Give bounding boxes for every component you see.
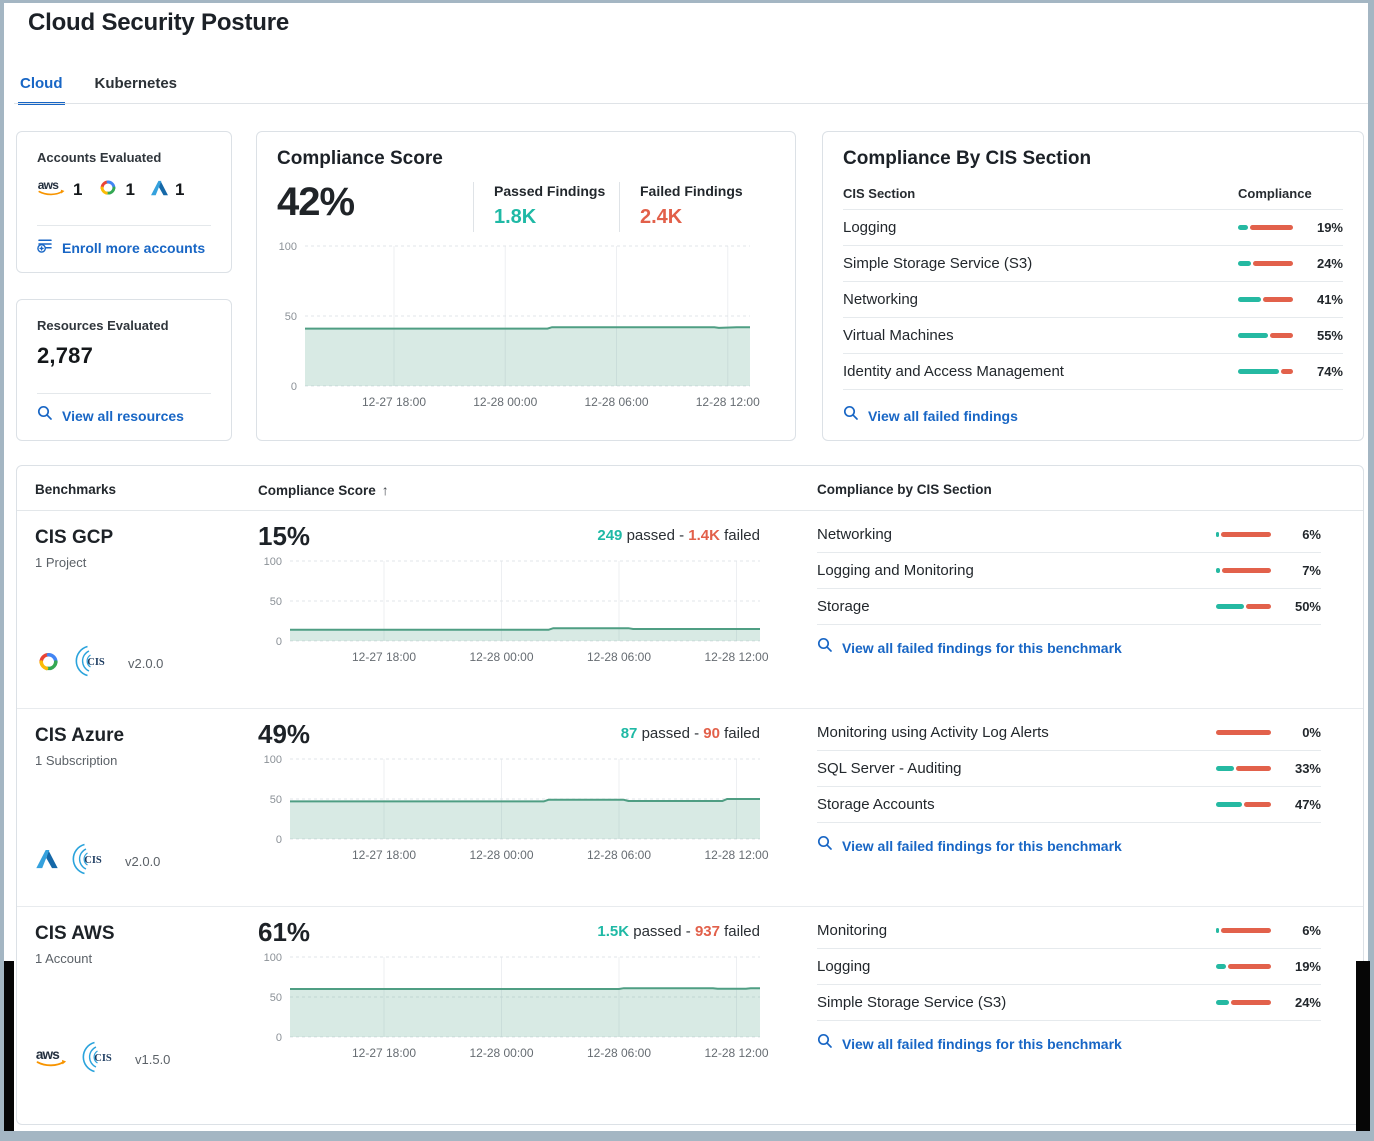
azure-count: 1 bbox=[174, 180, 185, 199]
svg-text:CIS: CIS bbox=[84, 855, 102, 866]
view-failed-findings-benchmark-label: View all failed findings for this benchmark bbox=[842, 639, 1122, 656]
compliance-percent: 19% bbox=[1294, 959, 1321, 974]
accounts-evaluated-card bbox=[16, 131, 232, 273]
view-failed-findings-benchmark-label: View all failed findings for this benchmark bbox=[842, 837, 1122, 854]
benchmark-scope: 1 Subscription bbox=[35, 753, 118, 768]
svg-text:12-27 18:00: 12-27 18:00 bbox=[351, 650, 417, 664]
cis-section-label: Networking bbox=[817, 526, 893, 543]
resources-evaluated-title: Resources Evaluated bbox=[37, 318, 169, 333]
aws-icon bbox=[37, 178, 67, 202]
enroll-more-accounts-label: Enroll more accounts bbox=[62, 239, 206, 256]
cis-section-label: Monitoring using Activity Log Alerts bbox=[817, 724, 1049, 741]
compliance-column-header: Compliance bbox=[1238, 186, 1312, 201]
cis-logo-icon bbox=[81, 1039, 117, 1080]
compliance-score-title: Compliance Score bbox=[277, 148, 443, 169]
compliance-bar bbox=[1216, 730, 1271, 735]
svg-text:100: 100 bbox=[278, 241, 297, 253]
passed-count: 87 bbox=[620, 725, 638, 742]
svg-text:12-28 06:00: 12-28 06:00 bbox=[584, 395, 649, 409]
tab-bar bbox=[18, 73, 179, 105]
cis-section-row bbox=[843, 318, 1343, 354]
svg-text:12-28 06:00: 12-28 06:00 bbox=[586, 650, 652, 664]
benchmark-row-cis-azure bbox=[17, 709, 1363, 907]
compliance-by-cis-section-column-header: Compliance by CIS Section bbox=[817, 482, 992, 497]
view-failed-findings-benchmark-link[interactable] bbox=[817, 625, 1321, 658]
svg-text:12-28 06:00: 12-28 06:00 bbox=[586, 848, 652, 862]
svg-text:0: 0 bbox=[275, 636, 282, 648]
benchmark-pass-fail: 1.5K passed - 937 failed bbox=[597, 923, 760, 940]
cis-section-label: Monitoring bbox=[817, 922, 888, 939]
search-icon bbox=[37, 405, 53, 426]
cis-section-card-title: Compliance By CIS Section bbox=[843, 148, 1092, 169]
enroll-more-accounts-link[interactable] bbox=[37, 225, 211, 258]
compliance-bar bbox=[1216, 604, 1271, 609]
benchmark-trend-chart[interactable] bbox=[258, 555, 770, 674]
compliance-bar bbox=[1238, 333, 1293, 338]
benchmark-version: v2.0.0 bbox=[128, 656, 164, 671]
cis-section-label: Logging bbox=[817, 958, 871, 975]
view-all-failed-findings-label: View all failed findings bbox=[868, 407, 1018, 424]
cis-section-label: Logging bbox=[843, 219, 897, 236]
benchmark-score: 49% bbox=[258, 719, 311, 749]
screen-edge-left bbox=[4, 961, 14, 1131]
passed-count: 1.5K bbox=[597, 923, 630, 940]
compliance-by-cis-section-card bbox=[822, 131, 1364, 441]
cis-section-row bbox=[843, 246, 1343, 282]
view-all-resources-label: View all resources bbox=[62, 407, 184, 424]
failed-count: 90 bbox=[703, 725, 720, 742]
cis-section-row bbox=[843, 210, 1343, 246]
cis-table-header bbox=[843, 170, 1343, 210]
aws-icon bbox=[35, 1047, 69, 1073]
azure-icon bbox=[35, 848, 59, 875]
cis-section-row bbox=[843, 354, 1343, 390]
svg-text:12-28 00:00: 12-28 00:00 bbox=[469, 848, 534, 862]
svg-text:12-27 18:00: 12-27 18:00 bbox=[361, 395, 427, 409]
cis-section-row bbox=[817, 751, 1321, 787]
compliance-percent: 6% bbox=[1302, 923, 1321, 938]
resources-evaluated-value: 2,787 bbox=[37, 343, 94, 368]
search-icon bbox=[817, 835, 833, 856]
svg-text:CIS: CIS bbox=[87, 657, 105, 668]
cis-section-row bbox=[817, 517, 1321, 553]
compliance-percent: 33% bbox=[1294, 761, 1321, 776]
compliance-score-column-header[interactable]: Compliance Score ↑ bbox=[258, 482, 389, 498]
compliance-bar bbox=[1216, 1000, 1271, 1005]
svg-text:12-27 18:00: 12-27 18:00 bbox=[351, 1046, 417, 1060]
cis-section-label: Storage bbox=[817, 598, 870, 615]
compliance-bar bbox=[1238, 297, 1293, 302]
cis-section-label: Storage Accounts bbox=[817, 796, 935, 813]
failed-findings-label: Failed Findings bbox=[640, 183, 743, 199]
enroll-accounts-icon bbox=[37, 237, 53, 258]
accounts-evaluated-title: Accounts Evaluated bbox=[37, 150, 162, 165]
view-failed-findings-benchmark-label: View all failed findings for this benchmark bbox=[842, 1035, 1122, 1052]
gcp-account-count bbox=[97, 178, 134, 202]
failed-count: 937 bbox=[694, 923, 720, 940]
compliance-bar bbox=[1216, 964, 1271, 969]
cis-section-label: Networking bbox=[843, 291, 919, 308]
benchmark-scope: 1 Account bbox=[35, 951, 93, 966]
svg-text:12-28 06:00: 12-28 06:00 bbox=[586, 1046, 652, 1060]
compliance-score-trend-chart[interactable] bbox=[269, 240, 760, 419]
benchmark-name: CIS AWS bbox=[35, 923, 115, 944]
cis-section-label: Virtual Machines bbox=[843, 327, 954, 344]
svg-text:50: 50 bbox=[269, 794, 282, 806]
benchmark-sections bbox=[817, 517, 1321, 658]
benchmark-name: CIS GCP bbox=[35, 527, 114, 548]
compliance-bar bbox=[1216, 928, 1271, 933]
view-all-resources-link[interactable] bbox=[37, 393, 211, 426]
svg-text:0: 0 bbox=[290, 381, 297, 393]
compliance-bar bbox=[1216, 568, 1271, 573]
compliance-percent: 0% bbox=[1302, 725, 1321, 740]
cis-section-row bbox=[817, 553, 1321, 589]
benchmark-scope: 1 Project bbox=[35, 555, 87, 570]
resources-evaluated-card bbox=[16, 299, 232, 441]
compliance-percent: 50% bbox=[1294, 599, 1321, 614]
view-failed-findings-benchmark-link[interactable] bbox=[817, 1021, 1321, 1054]
compliance-percent: 47% bbox=[1294, 797, 1321, 812]
compliance-percent: 55% bbox=[1316, 328, 1343, 343]
cis-logo-icon bbox=[74, 643, 110, 684]
benchmark-row-cis-gcp bbox=[17, 511, 1363, 709]
compliance-bar bbox=[1216, 532, 1271, 537]
cis-section-row bbox=[817, 949, 1321, 985]
svg-text:12-28 00:00: 12-28 00:00 bbox=[473, 395, 538, 409]
screen-edge-right bbox=[1356, 961, 1370, 1131]
benchmark-sections bbox=[817, 715, 1321, 856]
benchmark-logos bbox=[35, 841, 160, 882]
azure-icon bbox=[150, 179, 169, 202]
svg-text:50: 50 bbox=[269, 596, 282, 608]
aws-count: 1 bbox=[73, 180, 83, 199]
tab-cloud[interactable]: Cloud bbox=[18, 73, 65, 105]
search-icon bbox=[817, 637, 833, 658]
benchmarks-card bbox=[16, 465, 1364, 1125]
svg-text:12-27 18:00: 12-27 18:00 bbox=[351, 848, 417, 862]
svg-text:100: 100 bbox=[263, 754, 282, 766]
benchmark-score: 15% bbox=[258, 521, 311, 551]
cis-logo-icon bbox=[71, 841, 107, 882]
compliance-percent: 24% bbox=[1316, 256, 1343, 271]
aws-account-count bbox=[37, 178, 82, 202]
compliance-score-value: 42% bbox=[277, 180, 355, 224]
benchmarks-table-header bbox=[17, 466, 1363, 511]
svg-text:12-28 12:00: 12-28 12:00 bbox=[695, 395, 760, 409]
cis-section-row bbox=[817, 589, 1321, 625]
search-icon bbox=[843, 405, 859, 426]
compliance-percent: 41% bbox=[1316, 292, 1343, 307]
cis-section-column-header: CIS Section bbox=[843, 186, 916, 201]
compliance-score-card bbox=[256, 131, 796, 441]
passed-findings-value: 1.8K bbox=[494, 206, 537, 228]
benchmark-sections bbox=[817, 913, 1321, 1054]
svg-text:CIS: CIS bbox=[94, 1053, 112, 1064]
svg-text:100: 100 bbox=[263, 556, 282, 568]
benchmark-row-cis-aws bbox=[17, 907, 1363, 1104]
svg-text:aws: aws bbox=[37, 178, 59, 192]
page-title: Cloud Security Posture bbox=[28, 9, 289, 36]
compliance-percent: 74% bbox=[1316, 364, 1343, 379]
gcp-icon bbox=[97, 178, 119, 202]
passed-findings-label: Passed Findings bbox=[494, 183, 606, 199]
svg-text:12-28 12:00: 12-28 12:00 bbox=[704, 650, 769, 664]
cis-section-label: Identity and Access Management bbox=[843, 363, 1064, 380]
benchmark-version: v1.5.0 bbox=[135, 1052, 171, 1067]
compliance-bar bbox=[1216, 766, 1271, 771]
benchmark-logos bbox=[35, 1039, 170, 1080]
provider-counts bbox=[37, 178, 211, 202]
svg-text:aws: aws bbox=[35, 1046, 60, 1062]
benchmark-name: CIS Azure bbox=[35, 725, 125, 746]
gcp-icon bbox=[35, 650, 62, 678]
view-failed-findings-benchmark-link[interactable] bbox=[817, 823, 1321, 856]
cis-section-row bbox=[817, 715, 1321, 751]
compliance-percent: 24% bbox=[1294, 995, 1321, 1010]
gcp-count: 1 bbox=[125, 180, 135, 199]
svg-text:0: 0 bbox=[275, 1032, 282, 1044]
cis-section-label: Simple Storage Service (S3) bbox=[817, 994, 1007, 1011]
search-icon bbox=[817, 1033, 833, 1054]
benchmark-score: 61% bbox=[258, 917, 311, 947]
cis-section-label: SQL Server - Auditing bbox=[817, 760, 962, 777]
cis-section-label: Simple Storage Service (S3) bbox=[843, 255, 1033, 272]
benchmark-version: v2.0.0 bbox=[125, 854, 161, 869]
svg-text:0: 0 bbox=[275, 834, 282, 846]
benchmark-logos bbox=[35, 643, 163, 684]
tab-divider bbox=[14, 103, 1368, 104]
cis-section-label: Logging and Monitoring bbox=[817, 562, 974, 579]
cis-section-row bbox=[817, 913, 1321, 949]
svg-text:50: 50 bbox=[269, 992, 282, 1004]
benchmark-trend-chart[interactable] bbox=[258, 951, 770, 1070]
benchmark-trend-chart[interactable] bbox=[258, 753, 770, 872]
azure-account-count bbox=[150, 179, 184, 202]
failed-findings-value: 2.4K bbox=[640, 206, 683, 228]
cis-section-row bbox=[817, 787, 1321, 823]
failed-findings-stat bbox=[619, 182, 765, 232]
svg-text:50: 50 bbox=[284, 311, 297, 323]
benchmarks-column-header: Benchmarks bbox=[35, 482, 117, 497]
svg-text:12-28 12:00: 12-28 12:00 bbox=[704, 848, 769, 862]
view-all-failed-findings-link[interactable] bbox=[843, 393, 1343, 426]
compliance-percent: 6% bbox=[1302, 527, 1321, 542]
failed-count: 1.4K bbox=[688, 527, 720, 544]
passed-count: 249 bbox=[597, 527, 623, 544]
compliance-bar bbox=[1238, 261, 1293, 266]
passed-findings-stat bbox=[473, 182, 619, 232]
sort-ascending-icon: ↑ bbox=[381, 482, 389, 498]
cis-section-row bbox=[817, 985, 1321, 1021]
compliance-percent: 7% bbox=[1302, 563, 1321, 578]
compliance-bar bbox=[1238, 225, 1293, 230]
cloud-security-posture-page bbox=[4, 3, 1368, 1131]
benchmark-pass-fail: 87 passed - 90 failed bbox=[620, 725, 760, 742]
compliance-bar bbox=[1238, 369, 1293, 374]
svg-text:12-28 00:00: 12-28 00:00 bbox=[469, 650, 534, 664]
tab-kubernetes[interactable]: Kubernetes bbox=[94, 75, 178, 92]
svg-text:12-28 12:00: 12-28 12:00 bbox=[704, 1046, 769, 1060]
compliance-bar bbox=[1216, 802, 1271, 807]
compliance-score-summary bbox=[277, 182, 775, 232]
compliance-percent: 19% bbox=[1316, 220, 1343, 235]
benchmark-pass-fail: 249 passed - 1.4K failed bbox=[597, 527, 760, 544]
svg-text:12-28 00:00: 12-28 00:00 bbox=[469, 1046, 534, 1060]
svg-text:100: 100 bbox=[263, 952, 282, 964]
cis-section-row bbox=[843, 282, 1343, 318]
